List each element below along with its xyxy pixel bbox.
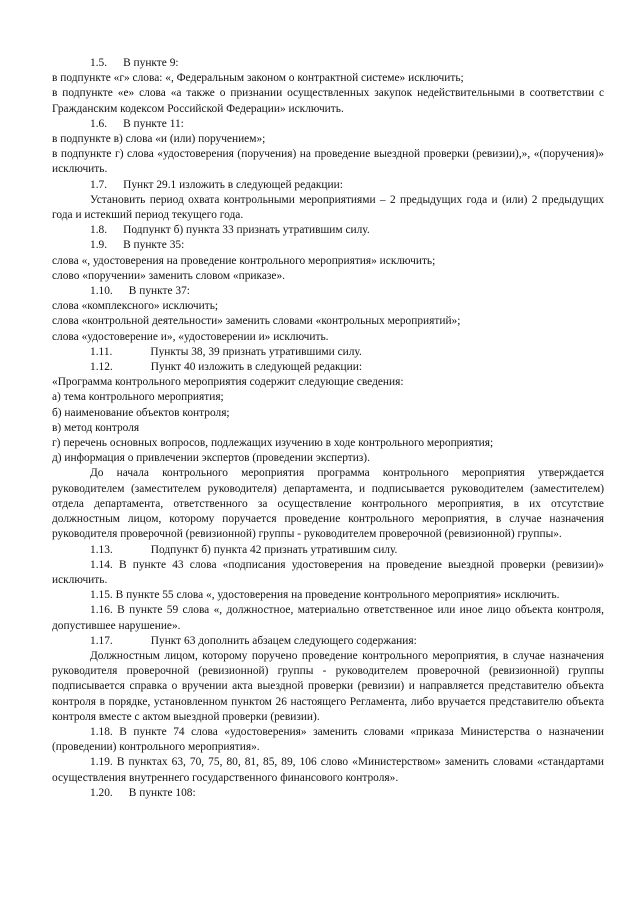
text-line: «Программа контрольного мероприятия содержит следующие сведения: bbox=[52, 376, 404, 389]
text-line: слова «удостоверение и», «удостоверении и» исключить. bbox=[52, 330, 329, 343]
paragraph: Установить период охвата контрольными мероприятиями – 2 предыдущих года и (или) 2 предыдущих года и истекший период текущего года. bbox=[52, 193, 604, 222]
item-text: В пункте 35: bbox=[123, 239, 185, 252]
item-number: 1.8. bbox=[90, 224, 108, 237]
item-number: 1.11. bbox=[90, 345, 113, 358]
item-text: В пункте 108: bbox=[128, 786, 196, 799]
document-page bbox=[52, 56, 604, 801]
item-number: 1.6. bbox=[90, 117, 108, 130]
item-text: Пункт 63 дополнить абзацем следующего содержания: bbox=[150, 634, 417, 647]
item-number: 1.9. bbox=[90, 239, 108, 252]
paragraph: 1.15. В пункте 55 слова «, удостоверения на проведение контрольного мероприятия» исключить. bbox=[90, 589, 560, 602]
text-line: г) перечень основных вопросов, подлежащих изучению в ходе контрольного мероприятия; bbox=[52, 437, 494, 450]
item-text: В пункте 9: bbox=[123, 57, 179, 69]
numbered-item bbox=[52, 56, 604, 71]
numbered-item bbox=[52, 284, 604, 299]
paragraph: До начала контрольного мероприятия программа контрольного мероприятия утверждается руководителем (заместителем руководителя) департамента, и подписывается руководителем (заместителем) отдела департамента, ответственного за осуществление контрольного мероприятия, в их отсутствие должностным лицом, которому поручается проведение контрольного мероприятия, в случае назначения руководителя проверочной (ревизионной) группы - руководителем проверочной (ревизионной) группы». bbox=[52, 467, 604, 541]
item-text: Пункт 40 изложить в следующей редакции: bbox=[150, 361, 363, 374]
item-number: 1.13. bbox=[90, 543, 113, 556]
paragraph: в подпункте г) слова «удостоверения (поручения) на проведение выездной проверки (ревизии),», «(поручения)» исключить. bbox=[52, 148, 604, 176]
item-text: Подпункт б) пункта 33 признать утратившим силу. bbox=[123, 224, 370, 237]
text-line: слово «поручении» заменить словом «приказе». bbox=[52, 269, 286, 282]
numbered-item bbox=[52, 345, 604, 360]
text-line: в подпункте в) слова «и (или) поручением»; bbox=[52, 133, 266, 146]
numbered-item bbox=[52, 117, 604, 132]
text-line: а) тема контрольного мероприятия; bbox=[52, 391, 224, 404]
item-number: 1.12. bbox=[90, 361, 113, 374]
paragraph: 1.14. В пункте 43 слова «подписания удостоверения на проведение выездной проверки (ревизии)» исключить. bbox=[52, 558, 604, 586]
paragraph: Должностным лицом, которому поручено проведение контрольного мероприятия, в случае назначения руководителя проверочной (ревизионной) группы - руководителем проверочной (ревизионной) группы подписывается справка о вручении акта выездной проверки (ревизии) и направляется представителю объекта контроля в порядке, установленном пунктом 26 настоящего Регламента, либо вручается представителю объекта контроля вместе с актом выездной проверки (ревизии). bbox=[52, 649, 604, 723]
numbered-item bbox=[52, 786, 604, 801]
item-number: 1.5. bbox=[90, 57, 108, 69]
numbered-item bbox=[52, 360, 604, 375]
text-line: в) метод контроля bbox=[52, 421, 140, 434]
item-text: В пункте 37: bbox=[128, 285, 190, 298]
paragraph: 1.16. В пункте 59 слова «, должностное, материально ответственное или иное лицо объекта контроля, допустившее нарушение». bbox=[52, 604, 604, 632]
item-text: Пункты 38, 39 признать утратившими силу. bbox=[150, 345, 362, 358]
text-line: д) информация о привлечении экспертов (проведении экспертиз). bbox=[52, 452, 370, 465]
item-text: Подпункт б) пункта 42 признать утратившим силу. bbox=[150, 543, 398, 556]
item-number: 1.20. bbox=[90, 786, 113, 799]
item-number: 1.17. bbox=[90, 634, 113, 647]
paragraph: в подпункте «е» слова «а также о признании осуществленных закупок недействительными в соответствии с Гражданским кодексом Российской Федерации» исключить. bbox=[52, 87, 604, 115]
text-line: в подпункте «г» слова: «, Федеральным законом о контрактной системе» исключить; bbox=[52, 72, 464, 85]
text-line: слова «комплексного» исключить; bbox=[52, 300, 219, 313]
paragraph: 1.18. В пункте 74 слова «удостоверения» заменить словами «приказа Министерства о назначении (проведении) контрольного мероприятия». bbox=[52, 725, 604, 754]
item-number: 1.10. bbox=[90, 285, 113, 298]
paragraph: 1.19. В пунктах 63, 70, 75, 80, 81, 85, 89, 106 слово «Министерством» заменить словами «стандартами осуществления внутреннего государственного финансового контроля». bbox=[52, 756, 604, 784]
text-line: слова «контрольной деятельности» заменить словами «контрольных мероприятий»; bbox=[52, 315, 461, 328]
text-line: слова «, удостоверения на проведение контрольного мероприятия» исключить; bbox=[52, 254, 436, 267]
text-line: б) наименование объектов контроля; bbox=[52, 406, 230, 419]
numbered-item bbox=[52, 223, 604, 238]
numbered-item bbox=[52, 238, 604, 253]
item-number: 1.7. bbox=[90, 178, 108, 191]
numbered-item bbox=[52, 634, 604, 649]
numbered-item bbox=[52, 178, 604, 193]
numbered-item bbox=[52, 543, 604, 558]
item-text: Пункт 29.1 изложить в следующей редакции: bbox=[123, 178, 343, 191]
item-text: В пункте 11: bbox=[123, 117, 184, 130]
